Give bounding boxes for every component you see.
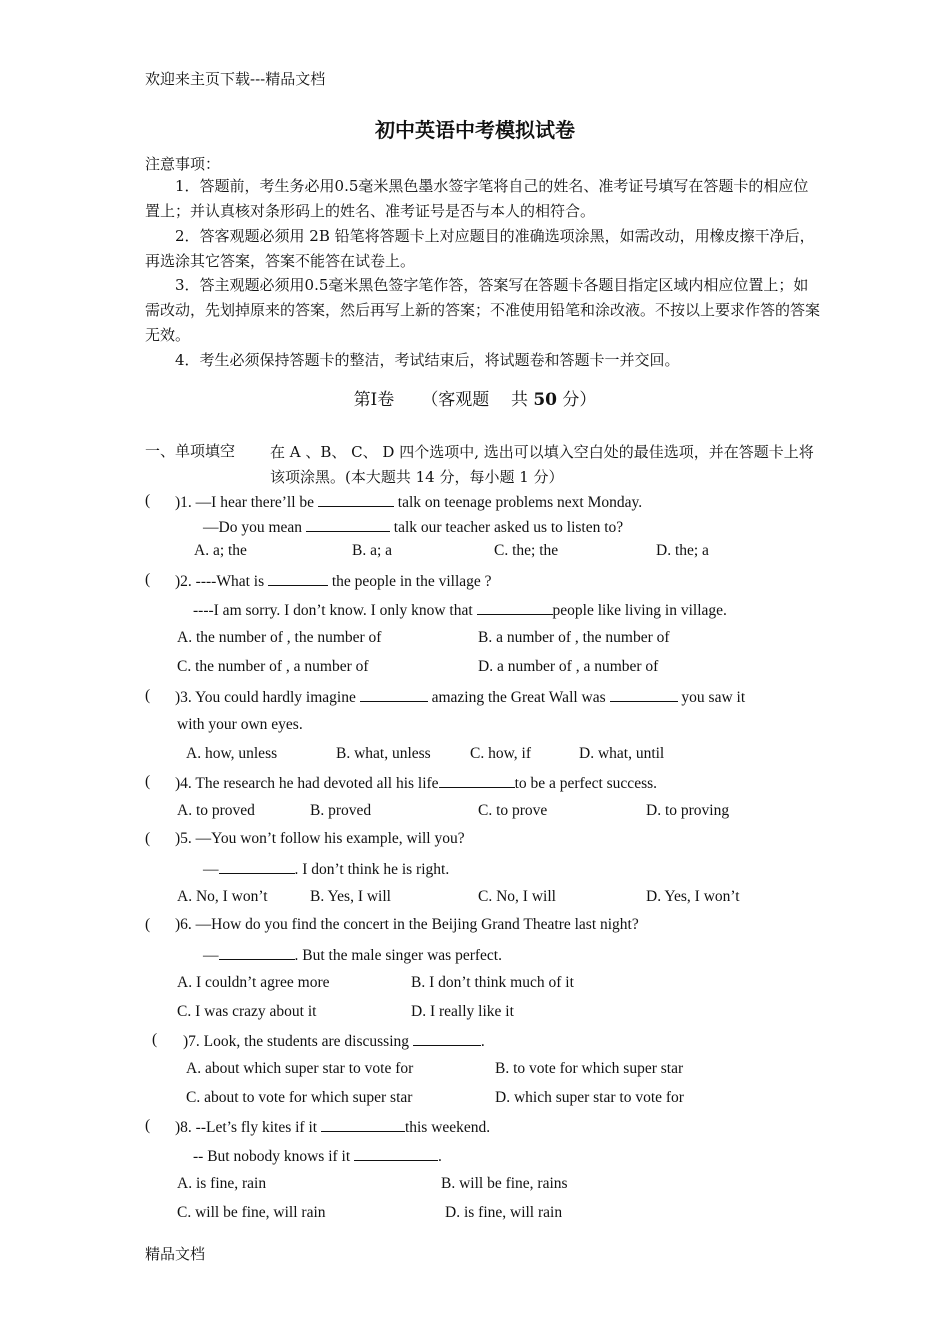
q3-number: )3. bbox=[175, 689, 192, 706]
q4-option-c: C. to prove bbox=[478, 802, 548, 819]
q8-option-c: C. will be fine, will rain bbox=[177, 1204, 326, 1221]
q2-option-d: D. a number of , a number of bbox=[478, 658, 659, 675]
q7-option-a: A. about which super star to vote for bbox=[186, 1060, 414, 1077]
q1-option-d: D. the; a bbox=[656, 542, 709, 559]
q3-text: amazing the Great Wall was bbox=[427, 689, 610, 706]
q1-text: —Do you mean bbox=[203, 519, 306, 536]
part1-instruction: 在 A 、B、 C、 D 四个选项中, 选出可以填入空白处的最佳选项，并在答题卡上将该项涂黑。(本大题共 14 分，每小题 1 分） bbox=[270, 443, 814, 486]
q8-text: --Let’s fly kites if it bbox=[195, 1119, 321, 1136]
q5-line1 bbox=[175, 830, 465, 848]
q8-option-d: D. is fine, will rain bbox=[445, 1204, 563, 1221]
q6-text: — bbox=[203, 947, 219, 964]
q8-number: )8. bbox=[175, 1119, 192, 1136]
q8-line2 bbox=[193, 1146, 442, 1166]
section-total-score: 50 bbox=[533, 390, 558, 410]
q7-line1 bbox=[183, 1031, 485, 1051]
section-total-suffix: 分） bbox=[562, 390, 597, 410]
q4-paren: ( bbox=[145, 773, 151, 790]
q5-text: —You won’t follow his example, will you? bbox=[195, 830, 465, 847]
q3-text: you saw it bbox=[677, 689, 746, 706]
answer-blank bbox=[413, 1031, 481, 1046]
answer-blank bbox=[477, 600, 553, 615]
q2-option-c: C. the number of , a number of bbox=[177, 658, 369, 675]
q2-option-b: B. a number of , the number of bbox=[478, 629, 670, 646]
q1-number: )1. bbox=[175, 494, 192, 511]
q7-paren: ( bbox=[152, 1031, 158, 1048]
q5-number: )5. bbox=[175, 830, 192, 847]
q7-text: Look, the students are discussing bbox=[203, 1033, 413, 1050]
q8-option-b: B. will be fine, rains bbox=[441, 1175, 568, 1192]
q3-line1 bbox=[175, 687, 745, 707]
q5-option-c: C. No, I will bbox=[478, 888, 556, 905]
section-header bbox=[0, 385, 950, 410]
q3-text: You could hardly imagine bbox=[195, 689, 360, 706]
answer-blank bbox=[219, 859, 295, 874]
answer-blank bbox=[354, 1146, 438, 1161]
q6-line2 bbox=[203, 945, 502, 965]
q6-text: . But the male singer was perfect. bbox=[294, 947, 502, 964]
q5-paren: ( bbox=[145, 830, 151, 847]
q2-line2 bbox=[193, 600, 727, 620]
q4-option-d: D. to proving bbox=[646, 802, 730, 819]
q4-option-a: A. to proved bbox=[177, 802, 255, 819]
answer-blank bbox=[219, 945, 295, 960]
section-type: （客观题 bbox=[421, 390, 490, 410]
q8-text: this weekend. bbox=[404, 1119, 491, 1136]
q2-text: people like living in village. bbox=[552, 602, 727, 619]
note-item-3: 3．答主观题必须用0.5毫米黑色签字笔作答，答案写在答题卡各题目指定区域内相应位置上；如需改动，先划掉原来的答案，然后再写上新的答案；不准使用铅笔和涂改液。不按以上要求作答的答案无效。 bbox=[145, 276, 821, 344]
q2-text: ----I am sorry. I don’t know. I only know that bbox=[193, 602, 477, 619]
q7-option-b: B. to vote for which super star bbox=[495, 1060, 684, 1077]
q3-option-a: A. how, unless bbox=[186, 745, 278, 762]
q8-line1 bbox=[175, 1117, 490, 1137]
q5-option-b: B. Yes, I will bbox=[310, 888, 391, 905]
q7-text: . bbox=[480, 1033, 485, 1050]
section-total-prefix: 共 bbox=[510, 390, 528, 410]
q8-text: . bbox=[438, 1148, 442, 1165]
q1-paren: ( bbox=[145, 492, 151, 509]
q1-text: —I hear there’ll be bbox=[195, 494, 318, 511]
notes-label: 注意事项： bbox=[145, 155, 221, 173]
note-item-2: 2．答客观题必须用 2B 铅笔将答题卡上对应题目的准确选项涂黑，如需改动，用橡皮擦干净后，再选涂其它答案，答案不能答在试卷上。 bbox=[145, 227, 815, 270]
q3-option-d: D. what, until bbox=[579, 745, 665, 762]
q8-text: -- But nobody knows if it bbox=[193, 1148, 355, 1165]
q5-option-d: D. Yes, I won’t bbox=[646, 888, 740, 905]
part1-label: 一、单项填空 bbox=[145, 442, 236, 460]
q4-line1 bbox=[175, 773, 657, 793]
q2-line1 bbox=[175, 571, 492, 591]
q1-option-b: B. a; a bbox=[352, 542, 393, 559]
q1-text: talk on teenage problems next Monday. bbox=[393, 494, 643, 511]
q7-number: )7. bbox=[183, 1033, 200, 1050]
q6-line1 bbox=[175, 916, 639, 934]
answer-blank bbox=[360, 687, 428, 702]
q6-option-a: A. I couldn’t agree more bbox=[177, 974, 330, 991]
q7-option-d: D. which super star to vote for bbox=[495, 1089, 684, 1106]
q5-option-a: A. No, I won’t bbox=[177, 888, 268, 905]
q3-line2: with your own eyes. bbox=[177, 716, 303, 733]
q6-option-d: D. I really like it bbox=[411, 1003, 514, 1020]
q4-text: to be a perfect success. bbox=[514, 775, 658, 792]
q8-paren: ( bbox=[145, 1117, 151, 1134]
q2-text: ----What is bbox=[195, 573, 268, 590]
note-item-1: 1．答题前，考生务必用0.5毫米黑色墨水签字笔将自己的姓名、准考证号填写在答题卡的相应位置上；并认真核对条形码上的姓名、准考证号是否与本人的相符合。 bbox=[145, 177, 809, 220]
page-title: 初中英语中考模拟试卷 bbox=[375, 118, 575, 142]
q6-text: —How do you find the concert in the Beijing Grand Theatre last night? bbox=[195, 916, 639, 933]
q1-line2 bbox=[203, 517, 623, 537]
q2-option-a: A. the number of , the number of bbox=[177, 629, 382, 646]
answer-blank bbox=[321, 1117, 405, 1132]
q4-number: )4. bbox=[175, 775, 192, 792]
q5-line2 bbox=[203, 859, 449, 879]
q2-text: the people in the village ? bbox=[327, 573, 492, 590]
q3-option-c: C. how, if bbox=[470, 745, 531, 762]
q1-line1 bbox=[175, 492, 642, 512]
q1-option-a: A. a; the bbox=[194, 542, 247, 559]
note-item-4: 4．考生必须保持答题卡的整洁，考试结束后，将试题卷和答题卡一并交回。 bbox=[175, 351, 680, 369]
q4-option-b: B. proved bbox=[310, 802, 372, 819]
section-volume: 第Ⅰ卷 bbox=[353, 390, 395, 410]
q3-option-b: B. what, unless bbox=[336, 745, 431, 762]
q2-number: )2. bbox=[175, 573, 192, 590]
page-footer: 精品文档 bbox=[145, 1245, 206, 1263]
q6-option-b: B. I don’t think much of it bbox=[411, 974, 574, 991]
q5-text: — bbox=[203, 861, 219, 878]
q7-option-c: C. about to vote for which super star bbox=[186, 1089, 413, 1106]
answer-blank bbox=[318, 492, 394, 507]
q2-paren: ( bbox=[145, 571, 151, 588]
page-header: 欢迎来主页下载---精品文档 bbox=[145, 70, 326, 88]
q4-text: The research he had devoted all his life bbox=[195, 775, 439, 792]
q3-paren: ( bbox=[145, 687, 151, 704]
q6-paren: ( bbox=[145, 916, 151, 933]
q6-option-c: C. I was crazy about it bbox=[177, 1003, 317, 1020]
q6-number: )6. bbox=[175, 916, 192, 933]
answer-blank bbox=[439, 773, 515, 788]
answer-blank bbox=[306, 517, 390, 532]
q1-text: talk our teacher asked us to listen to? bbox=[389, 519, 624, 536]
answer-blank bbox=[610, 687, 678, 702]
q1-option-c: C. the; the bbox=[494, 542, 559, 559]
q5-text: . I don’t think he is right. bbox=[294, 861, 450, 878]
q8-option-a: A. is fine, rain bbox=[177, 1175, 267, 1192]
answer-blank bbox=[268, 571, 328, 586]
